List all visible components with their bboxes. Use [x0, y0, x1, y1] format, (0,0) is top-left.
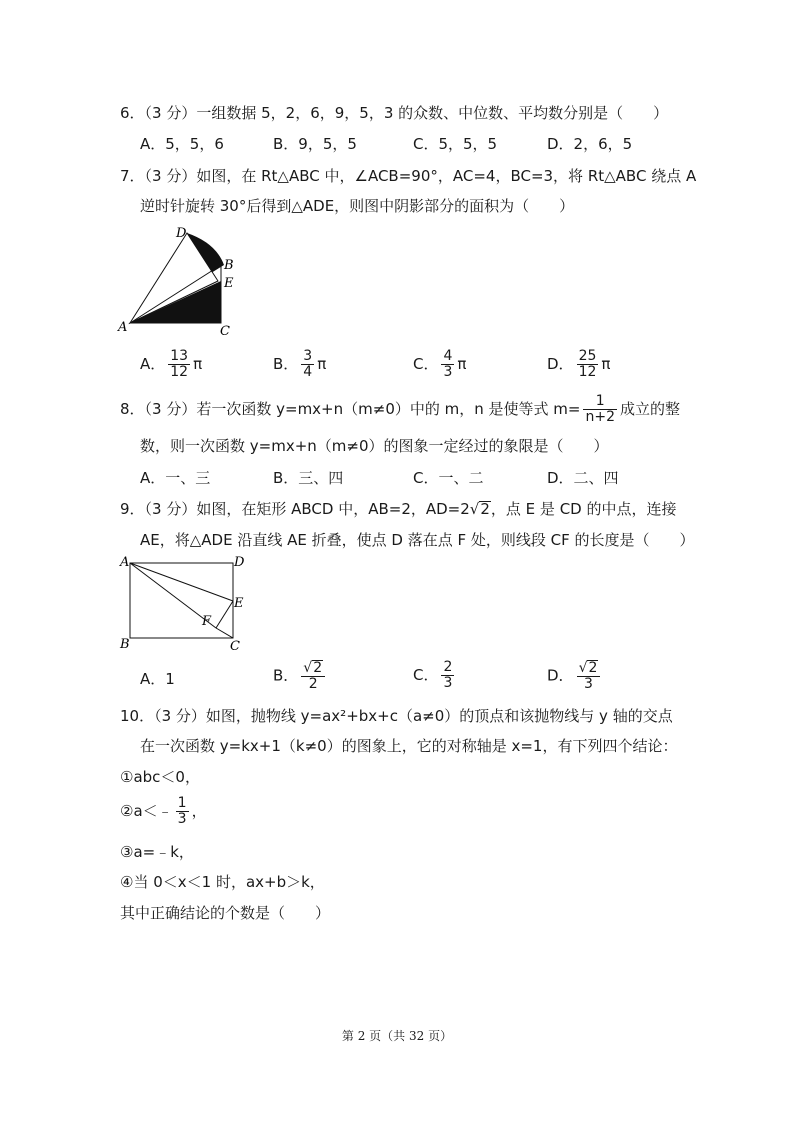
q9-label-f: F	[202, 614, 212, 629]
q10-stem-line1: 10．（3 分）如图，抛物线 y=ax²+bx+c（a≠0）的顶点和该抛物线与 y 轴的交点	[120, 707, 673, 725]
q9-label-a: A	[120, 555, 130, 570]
q9-option-c: C． $\frac{2}{3}$	[413, 659, 453, 691]
q7-option-d: D． $\frac{25}{12}$ π	[547, 348, 611, 380]
sqrt-sign: √	[303, 660, 313, 676]
q9-option-b: B． $\frac{√2}{2}$	[273, 660, 328, 692]
q9-label-c: C	[230, 639, 240, 653]
q7-rotation-figure	[116, 225, 246, 340]
q7-option-c: C． $\frac{4}{3}$ π	[413, 348, 467, 380]
q10-conclusion-1: ①abc＜0，	[120, 768, 200, 786]
q6-option-a: A．5，5，6	[140, 135, 224, 153]
q10-question: 其中正确结论的个数是（ ）	[120, 904, 331, 922]
q6-option-b: B．9，5，5	[273, 135, 357, 153]
q8-stem-line2: 数，则一次函数 y=mx+n（m≠0）的图象一定经过的象限是（ ）	[140, 437, 609, 455]
q9-stem-line1: 9．（3 分）如图，在矩形 ABCD 中，AB=2，AD=2√2，点 E 是 CD 的中点，连接	[120, 500, 677, 518]
q8-option-a: A．一、三	[140, 469, 211, 487]
q7-stem-line2: 逆时针旋转 30°后得到△ADE，则图中阴影部分的面积为（ ）	[140, 197, 575, 215]
q6-option-d: D．2，6，5	[547, 135, 633, 153]
q9-label-b: B	[120, 637, 130, 652]
q7-label-c: C	[220, 324, 230, 339]
q10-stem-line2: 在一次函数 y=kx+1（k≠0）的图象上，它的对称轴是 x=1，有下列四个结论：	[140, 737, 678, 755]
q8-option-d: D．二、四	[547, 469, 619, 487]
q8-stem-line1: 8．（3 分）若一次函数 y=mx+n（m≠0）中的 m，n 是使等式 m= $\frac{1}{n+2}$ 成立的整	[120, 393, 680, 425]
q7-label-d: D	[176, 226, 187, 241]
q9-line-fc	[216, 628, 233, 638]
q10-conclusion-3: ③a=﹣k，	[120, 843, 194, 861]
page-footer: 第 2 页（共 32 页）	[341, 1029, 453, 1043]
q8-option-c: C．一、二	[413, 469, 484, 487]
q10-conclusion-2: ②a＜﹣ $\frac{1}{3}$ ，	[120, 795, 207, 827]
q10-conclusion-4: ④当 0＜x＜1 时，ax+b＞k，	[120, 873, 325, 891]
q9-line-fe	[216, 601, 233, 628]
q7-option-b: B． $\frac{3}{4}$ π	[273, 348, 327, 380]
q9-rectangle-figure	[116, 553, 256, 653]
sqrt-sign: √	[578, 660, 588, 676]
q8-option-b: B．三、四	[273, 469, 344, 487]
q7-option-a: A． $\frac{13}{12}$ π	[140, 348, 203, 380]
q6-option-c: C．5，5，5	[413, 135, 498, 153]
q9-stem-line2: AE，将△ADE 沿直线 AE 折叠，使点 D 落在点 F 处，则线段 CF 的长度是（ ）	[140, 531, 695, 549]
q9-label-e: E	[234, 596, 244, 611]
q9-label-d: D	[234, 555, 245, 570]
q7-label-b: B	[224, 258, 234, 273]
q6-stem: 6．（3 分）一组数据 5，2，6，9，5，3 的众数、中位数、平均数分别是（ ）	[120, 104, 669, 122]
sqrt-sign: √	[469, 500, 480, 518]
q9-option-d: D． $\frac{√2}{3}$	[547, 660, 603, 692]
q9-option-a: A．1	[140, 670, 175, 688]
q7-stem-line1: 7．（3 分）如图，在 Rt△ABC 中，∠ACB=90°，AC=4，BC=3，将 Rt△ABC 绕点 A	[120, 167, 697, 185]
q7-label-a: A	[118, 320, 128, 335]
q7-label-e: E	[224, 276, 234, 291]
q9-line-ae	[130, 563, 233, 601]
